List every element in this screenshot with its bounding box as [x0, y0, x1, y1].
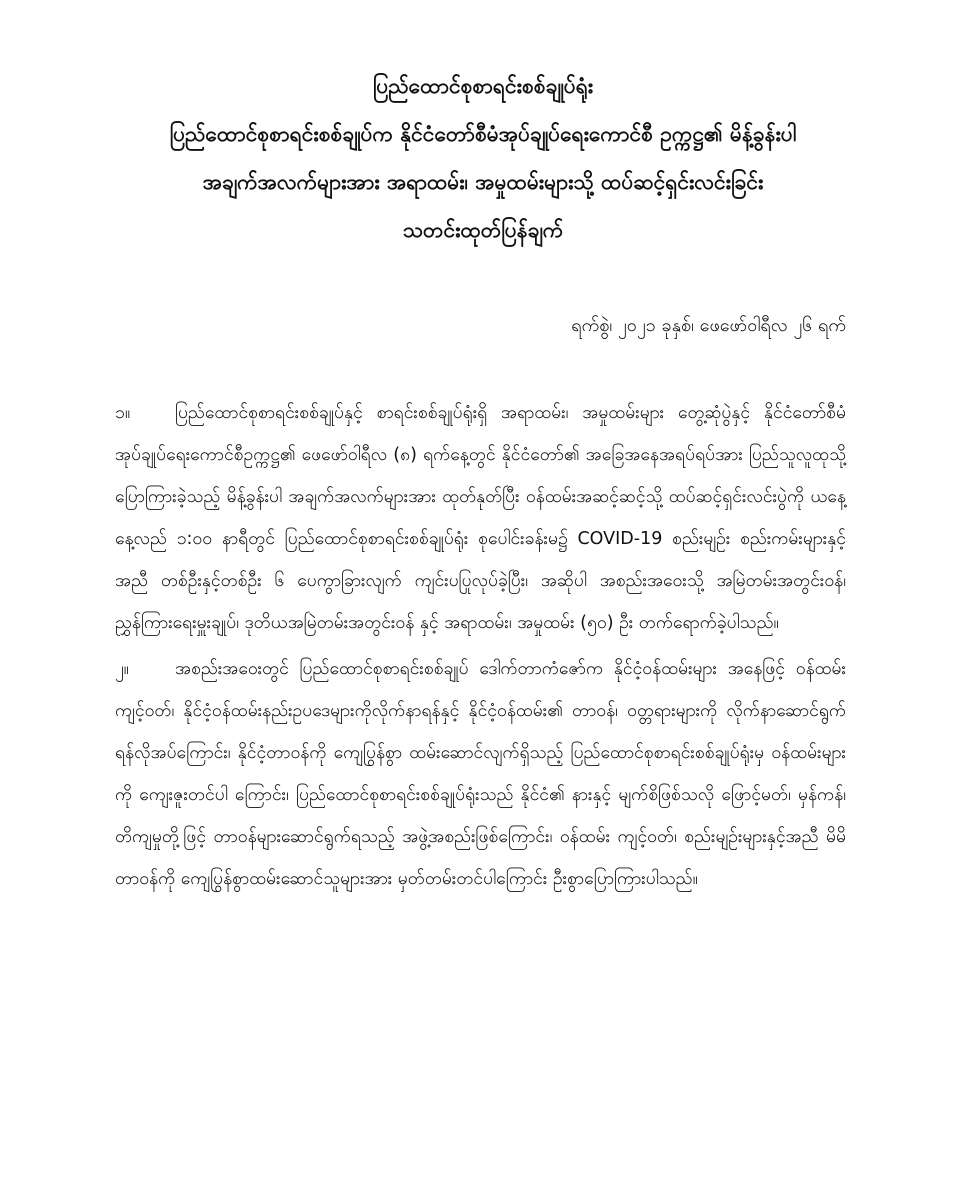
document-header	[60, 62, 906, 254]
paragraph-text: ပြည်ထောင်စုစာရင်းစစ်ချုပ်နှင့် စာရင်းစစ်ချုပ်ရုံးရှိ အရာထမ်း၊ အမှုထမ်းများ တွေ့ဆုံပွဲနှင့် နိုင်ငံတော်စီမံအုပ်ချုပ်ရေးကောင်စီဥက္ကဋ္ဌ၏ ဖေဖော်ဝါရီလ (၈) ရက်နေ့တွင် နိုင်ငံတော်၏ အခြေအနေအရပ်ရပ်အား ပြည်သူလူထုသို့ ပြောကြားခဲ့သည့် မိန့်ခွန်းပါ အချက်အလက်များအား ထုတ်နုတ်ပြီး ဝန်ထမ်းအဆင့်ဆင့်သို့ ထပ်ဆင့်ရှင်းလင်းပွဲကို ယနေ့ နေ့လည် ၁:၀၀ နာရီတွင် ပြည်ထောင်စုစာရင်းစစ်ချုပ်ရုံး စုပေါင်းခန်းမ၌ COVID-19 စည်းမျဉ်း စည်းကမ်းများနှင့်အညီ တစ်ဦးနှင့်တစ်ဦး ၆ ပေကွာခြားလျက် ကျင်းပပြုလုပ်ခဲ့ပြီး၊ အဆိုပါ အစည်းအဝေးသို့ အမြဲတမ်းအတွင်းဝန်၊ ညွှန်ကြားရေးမှူးချုပ်၊ ဒုတိယအမြဲတမ်းအတွင်းဝန် နှင့် အရာထမ်း၊ အမှုထမ်း (၅၀) ဦး တက်ရောက်ခဲ့ပါသည်။	[115, 403, 846, 633]
paragraph-number: ၁။	[115, 403, 131, 423]
paragraph-number: ၂။	[115, 659, 129, 679]
office-name: ပြည်ထောင်စုစာရင်းစစ်ချုပ်ရုံး	[372, 74, 594, 98]
document-body	[115, 392, 846, 900]
paragraph-text: အစည်းအဝေးတွင် ပြည်ထောင်စုစာရင်းစစ်ချုပ် ဒေါက်တာကံဇော်က နိုင်ငံ့ဝန်ထမ်းများ အနေဖြင့် ဝန်ထမ်းကျင့်ဝတ်၊ နိုင်ငံ့ဝန်ထမ်းနည်းဥပဒေများကိုလိုက်နာရန်နှင့် နိုင်ငံ့ဝန်ထမ်း၏ တာဝန်၊ ဝတ္တရားများကို လိုက်နာဆောင်ရွက်ရန်လိုအပ်ကြောင်း၊ နိုင်ငံ့တာဝန်ကို ကျေပြွန်စွာ ထမ်းဆောင်လျက်ရှိသည့် ပြည်ထောင်စုစာရင်းစစ်ချုပ်ရုံးမှ ဝန်ထမ်းများကို ကျေးဇူးတင်ပါ ကြောင်း၊ ပြည်ထောင်စုစာရင်းစစ်ချုပ်ရုံးသည် နိုင်ငံ၏ နားနှင့် မျက်စိဖြစ်သလို ဖြောင့်မတ်၊ မှန်ကန်၊ တိကျမှုတို့ဖြင့် တာဝန်များဆောင်ရွက်ရသည့် အဖွဲ့အစည်းဖြစ်ကြောင်း၊ ဝန်ထမ်း ကျင့်ဝတ်၊ စည်းမျဉ်းများနှင့်အညီ မိမိတာဝန်ကို ကျေပြွန်စွာထမ်းဆောင်သူများအား မှတ်တမ်းတင်ပါကြောင်း ဦးစွာပြောကြားပါသည်။	[115, 659, 846, 889]
paragraph-1	[115, 392, 846, 644]
press-release-label: သတင်းထုတ်ပြန်ချက်	[402, 218, 564, 242]
headline-line-1: ပြည်ထောင်စုစာရင်းစစ်ချုပ်က နိုင်ငံတော်စီမံအုပ်ချုပ်ရေးကောင်စီ ဥက္ကဋ္ဌ၏ မိန့်ခွန်းပါ	[169, 122, 797, 146]
dateline: ရက်စွဲ၊ ၂၀၂၁ ခုနှစ်၊ ဖေဖော်ဝါရီလ ၂၆ ရက်	[571, 315, 846, 336]
paragraph-2	[115, 648, 846, 900]
headline-line-2: အချက်အလက်များအား အရာထမ်း၊ အမှုထမ်းများသို့ ထပ်ဆင့်ရှင်းလင်းခြင်း	[202, 170, 764, 194]
